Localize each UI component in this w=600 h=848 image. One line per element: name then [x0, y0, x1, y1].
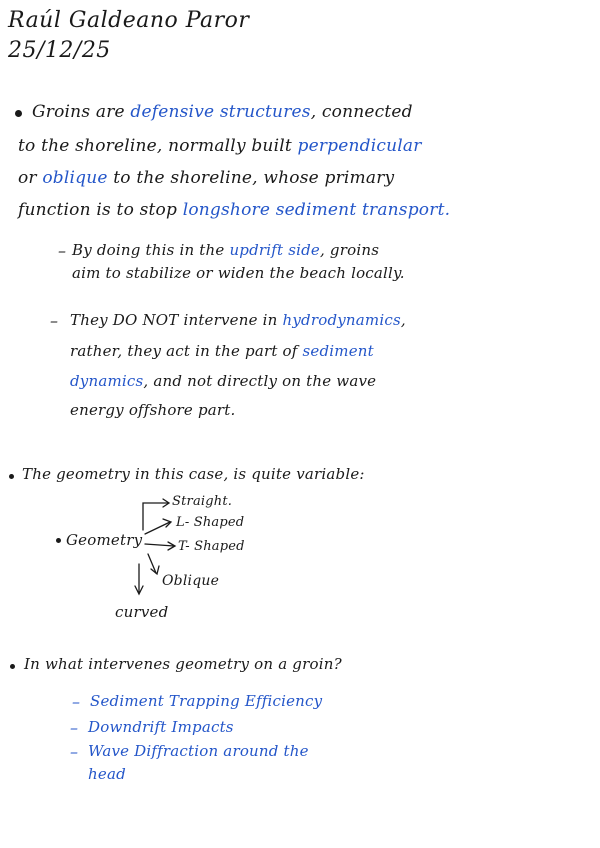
- sub2-line3: dynamics, and not directly on the wave: [70, 372, 377, 390]
- geometry-question: In what intervenes geometry on a groin?: [24, 655, 342, 673]
- para1-line2: to the shoreline, normally built perpendicular: [18, 136, 422, 156]
- dash-marker: –: [70, 718, 78, 737]
- sub2-line4: energy offshore part.: [70, 401, 236, 419]
- dash-marker: –: [70, 742, 78, 761]
- dash-marker: –: [58, 241, 66, 260]
- dash-marker: –: [50, 311, 58, 330]
- author-name: Raúl Galdeano Paror: [8, 8, 250, 33]
- factor-downdrift-impacts: Downdrift Impacts: [88, 718, 234, 736]
- term-perpendicular: perpendicular: [297, 136, 422, 156]
- factor-wave-diffraction: Wave Diffraction around the: [88, 742, 309, 760]
- factor-trapping-efficiency: Sediment Trapping Efficiency: [90, 692, 323, 710]
- term-hydrodynamics: hydrodynamics: [282, 311, 401, 329]
- note-date: 25/12/25: [8, 38, 111, 63]
- geometry-branch-l-shaped: L- Shaped: [176, 515, 245, 530]
- term-updrift-side: updrift side: [229, 241, 320, 259]
- geometry-branch-t-shaped: T- Shaped: [178, 539, 245, 554]
- factor-wave-diffraction-cont: head: [88, 765, 126, 783]
- para1-line3: or oblique to the shoreline, whose primary: [18, 168, 395, 188]
- geometry-center-label: Geometry: [66, 531, 143, 549]
- arrow-l-shaped: [145, 522, 170, 534]
- geometry-intro: The geometry in this case, is quite variable:: [22, 465, 365, 483]
- term-oblique: oblique: [42, 168, 108, 188]
- sub2-line2: rather, they act in the part of sediment: [70, 342, 374, 360]
- para1-line4: function is to stop longshore sediment transport.: [18, 200, 451, 220]
- geometry-branch-oblique: Oblique: [162, 573, 220, 589]
- term-dynamics: dynamics: [70, 372, 144, 390]
- sub1-line1: By doing this in the updrift side, groins: [72, 241, 380, 259]
- arrow-straight: [143, 503, 168, 530]
- bullet-dot: [10, 664, 15, 669]
- sub2-line1: They DO NOT intervene in hydrodynamics,: [70, 311, 406, 329]
- para1-line1: Groins are defensive structures, connected: [32, 102, 413, 122]
- dash-marker: –: [72, 692, 80, 711]
- term-longshore-transport: longshore sediment transport: [182, 200, 445, 220]
- sub1-line2: aim to stabilize or widen the beach locally.: [72, 264, 405, 282]
- geometry-branch-straight: Straight.: [172, 494, 233, 509]
- term-sediment: sediment: [302, 342, 374, 360]
- geometry-branch-curved: curved: [115, 603, 169, 621]
- term-defensive-structures: defensive structures: [130, 102, 311, 122]
- arrow-t-shaped: [145, 544, 174, 546]
